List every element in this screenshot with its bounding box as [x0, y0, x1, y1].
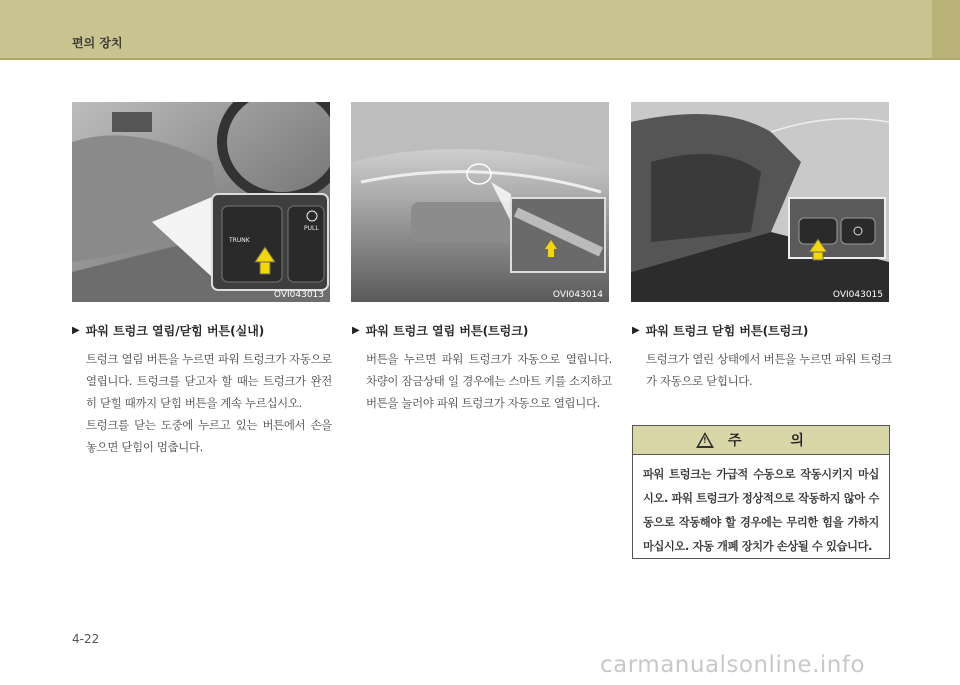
photo-code: OVI043013 — [273, 290, 324, 300]
photo-code: OVI043014 — [552, 290, 603, 300]
section-interior-button — [72, 322, 332, 458]
section-trunk-open-button — [352, 322, 612, 414]
header-accent — [932, 0, 960, 58]
page-number: 4-22 — [72, 632, 100, 646]
photo-code: OVI043015 — [832, 290, 883, 300]
warning-icon: ! — [696, 432, 714, 448]
section-body: 트렁크가 열린 상태에서 버튼을 누르면 파워 트렁크가 자동으로 닫힙니다. — [646, 352, 892, 388]
photo-trunk-exterior — [351, 102, 609, 302]
watermark: carmanualsonline.info — [600, 652, 866, 678]
section-heading: ▶ 파워 트렁크 닫힘 버튼(트렁크) — [632, 324, 809, 338]
photo-interior-button — [72, 102, 330, 302]
section-body: 버튼을 누르면 파워 트렁크가 자동으로 열립니다. 차량이 잠금상태 일 경우에는 스마트 키를 소지하고 버튼을 눌러야 파워 트렁크가 자동으로 열립니다. — [366, 352, 612, 410]
section-body-2: 트렁크를 닫는 도중에 누르고 있는 버튼에서 손을 놓으면 닫힘이 멈춥니다. — [86, 418, 332, 454]
caution-box — [632, 425, 890, 559]
triangle-bullet-icon: ▶ — [352, 325, 360, 336]
header-bar — [0, 0, 960, 60]
section-body: 트렁크 열림 버튼을 누르면 파워 트렁크가 자동으로 열립니다. 트렁크를 닫고자 할 때는 트렁크가 완전히 닫힐 때까지 닫힘 버튼을 계속 누르십시오. — [86, 352, 332, 410]
svg-text:PULL: PULL — [304, 225, 319, 232]
triangle-bullet-icon: ▶ — [632, 325, 640, 336]
section-heading: ▶ 파워 트렁크 열림 버튼(트렁크) — [352, 324, 529, 338]
caution-body: 파워 트렁크는 가급적 수동으로 작동시키지 마십시오. 파워 트렁크가 정상적으로 작동하지 않아 수동으로 작동해야 할 경우에는 무리한 힘을 가하지 마십시오. 자동 개폐 장치가 손상될 수 있습니다. — [643, 468, 879, 553]
svg-text:TRUNK: TRUNK — [229, 237, 250, 244]
triangle-bullet-icon: ▶ — [72, 325, 80, 336]
section-title: 편의 장치 — [72, 36, 123, 50]
caution-label: 주 의 — [728, 433, 826, 449]
section-heading: ▶ 파워 트렁크 열림/닫힘 버튼(실내) — [72, 324, 265, 338]
photo-trunk-open — [631, 102, 889, 302]
caution-header — [633, 426, 889, 455]
section-trunk-close-button — [632, 322, 892, 392]
